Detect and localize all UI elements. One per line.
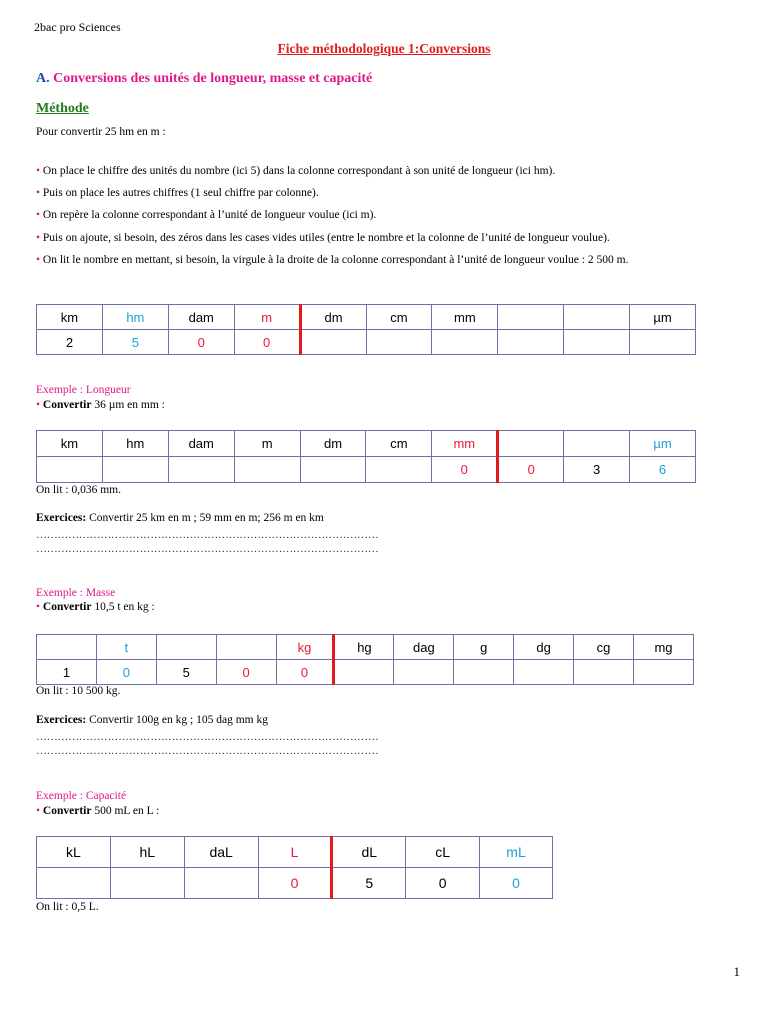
step-text: On repère la colonne correspondant à l’unité de longueur voulue (ici m). — [40, 209, 377, 221]
unit-cell: dL — [332, 837, 406, 868]
unit-cell: L — [258, 837, 332, 868]
value-cell — [168, 457, 234, 483]
unit-cell — [498, 431, 564, 457]
step-5 — [36, 254, 628, 266]
exercices-label: Exercices: — [36, 714, 87, 726]
unit-cell: hg — [334, 635, 394, 660]
value-cell — [300, 330, 366, 355]
example-capacite-prompt — [36, 805, 159, 817]
value-cell: 0 — [276, 660, 334, 685]
result-capacite: On lit : 0,5 L. — [36, 901, 99, 913]
methode-heading: Méthode — [36, 101, 89, 116]
values-row — [37, 330, 696, 355]
values-row — [37, 660, 694, 685]
value-cell — [498, 330, 564, 355]
unit-cell — [216, 635, 276, 660]
value-cell: 0 — [234, 330, 300, 355]
prompt-rest: 10,5 t en kg : — [91, 601, 155, 613]
value-cell: 1 — [37, 660, 97, 685]
unit-cell: dm — [300, 431, 366, 457]
unit-cell: kg — [276, 635, 334, 660]
answer-line: …………………………………………………………………………………… — [36, 731, 379, 743]
prompt-bold: Convertir — [42, 805, 92, 817]
bullet-icon: • — [36, 165, 41, 177]
prompt-bold: Convertir — [42, 399, 92, 411]
unit-cell: hm — [102, 431, 168, 457]
value-cell: 2 — [37, 330, 103, 355]
unit-cell: µm — [630, 431, 696, 457]
step-4 — [36, 232, 610, 244]
value-cell — [366, 330, 432, 355]
conversion-table-longueur-method — [36, 304, 696, 355]
value-cell: 0 — [406, 868, 480, 899]
value-cell: 0 — [432, 457, 498, 483]
value-cell: 3 — [564, 457, 630, 483]
unit-cell: cm — [366, 305, 432, 330]
exercices-longueur — [36, 512, 324, 524]
value-cell — [300, 457, 366, 483]
example-masse-prompt — [36, 601, 155, 613]
exercices-masse — [36, 714, 268, 726]
unit-cell: mL — [480, 837, 553, 868]
bullet-icon: • — [36, 187, 41, 199]
units-row — [37, 431, 696, 457]
value-cell — [37, 868, 111, 899]
step-text: On lit le nombre en mettant, si besoin, la virgule à la droite de la colonne correspondant à l’unité de longueur voulue : 2 500 m. — [40, 254, 629, 266]
values-row — [37, 457, 696, 483]
value-cell: 0 — [168, 330, 234, 355]
conversion-table-masse — [36, 634, 694, 685]
section-letter: A. — [36, 71, 50, 86]
example-capacite-label: Exemple : Capacité — [36, 790, 127, 802]
unit-cell: m — [234, 431, 300, 457]
intro-text: Pour convertir 25 hm en m : — [36, 126, 166, 138]
unit-cell — [498, 305, 564, 330]
exercices-text: Convertir 25 km en m ; 59 mm en m; 256 m en km — [86, 512, 324, 524]
result-masse: On lit : 10 500 kg. — [36, 685, 121, 697]
value-cell — [234, 457, 300, 483]
bullet-icon: • — [36, 601, 41, 613]
conversion-table-longueur-example — [36, 430, 696, 483]
unit-cell: dg — [514, 635, 574, 660]
unit-cell: cL — [406, 837, 480, 868]
unit-cell: km — [37, 431, 103, 457]
unit-cell: daL — [184, 837, 258, 868]
exercices-label: Exercices: — [36, 512, 87, 524]
unit-cell: µm — [630, 305, 696, 330]
unit-cell — [564, 305, 630, 330]
value-cell — [432, 330, 498, 355]
unit-cell — [37, 635, 97, 660]
unit-cell: cm — [366, 431, 432, 457]
value-cell: 0 — [258, 868, 332, 899]
unit-cell: hm — [102, 305, 168, 330]
units-row — [37, 635, 694, 660]
unit-cell: g — [454, 635, 514, 660]
unit-cell: dam — [168, 305, 234, 330]
example-masse-label: Exemple : Masse — [36, 587, 116, 599]
prompt-rest: 500 mL en L : — [91, 805, 160, 817]
unit-cell: dag — [394, 635, 454, 660]
section-heading — [36, 71, 372, 87]
unit-cell — [156, 635, 216, 660]
step-text: On place le chiffre des unités du nombre (ici 5) dans la colonne correspondant à son unité de longueur (ici hm). — [40, 165, 556, 177]
value-cell: 0 — [216, 660, 276, 685]
unit-cell: dam — [168, 431, 234, 457]
unit-cell: m — [234, 305, 300, 330]
value-cell — [110, 868, 184, 899]
unit-cell: dm — [300, 305, 366, 330]
page-number: 1 — [733, 964, 740, 979]
unit-cell — [564, 431, 630, 457]
example-longueur-label: Exemple : Longueur — [36, 384, 131, 396]
step-2 — [36, 187, 319, 199]
unit-cell: kL — [37, 837, 111, 868]
value-cell — [184, 868, 258, 899]
conversion-table-capacite — [36, 836, 553, 899]
unit-cell: mm — [432, 431, 498, 457]
bullet-icon: • — [36, 232, 41, 244]
value-cell — [574, 660, 634, 685]
value-cell — [454, 660, 514, 685]
value-cell — [564, 330, 630, 355]
answer-line: …………………………………………………………………………………… — [36, 543, 379, 555]
unit-cell: hL — [110, 837, 184, 868]
exercices-text: Convertir 100g en kg ; 105 dag mm kg — [86, 714, 268, 726]
value-cell — [634, 660, 694, 685]
units-row — [37, 305, 696, 330]
example-longueur-prompt — [36, 399, 165, 411]
unit-cell: t — [96, 635, 156, 660]
value-cell — [334, 660, 394, 685]
unit-cell: km — [37, 305, 103, 330]
prompt-rest: 36 µm en mm : — [91, 399, 165, 411]
value-cell: 0 — [96, 660, 156, 685]
value-cell — [394, 660, 454, 685]
value-cell: 5 — [102, 330, 168, 355]
unit-cell: cg — [574, 635, 634, 660]
step-text: Puis on ajoute, si besoin, des zéros dans les cases vides utiles (entre le nombre et la colonne de l’unité de longueur voulue). — [40, 232, 610, 244]
bullet-icon: • — [36, 209, 41, 221]
step-text: Puis on place les autres chiffres (1 seul chiffre par colonne). — [40, 187, 319, 199]
answer-line: …………………………………………………………………………………… — [36, 529, 379, 541]
units-row — [37, 837, 553, 868]
bullet-icon: • — [36, 805, 41, 817]
section-text: Conversions des unités de longueur, masse et capacité — [49, 71, 373, 86]
prompt-bold: Convertir — [42, 601, 92, 613]
page-title: Fiche méthodologique 1:Conversions — [277, 41, 491, 56]
value-cell — [514, 660, 574, 685]
values-row — [37, 868, 553, 899]
unit-cell: mg — [634, 635, 694, 660]
value-cell: 5 — [156, 660, 216, 685]
value-cell: 0 — [480, 868, 553, 899]
value-cell — [366, 457, 432, 483]
unit-cell: mm — [432, 305, 498, 330]
value-cell: 0 — [498, 457, 564, 483]
header-class: 2bac pro Sciences — [34, 20, 121, 34]
answer-line: …………………………………………………………………………………… — [36, 745, 379, 757]
value-cell: 6 — [630, 457, 696, 483]
step-1 — [36, 165, 555, 177]
value-cell — [630, 330, 696, 355]
bullet-icon: • — [36, 399, 41, 411]
value-cell — [37, 457, 103, 483]
value-cell — [102, 457, 168, 483]
result-longueur: On lit : 0,036 mm. — [36, 484, 121, 496]
bullet-icon: • — [36, 254, 41, 266]
value-cell: 5 — [332, 868, 406, 899]
step-3 — [36, 209, 376, 221]
